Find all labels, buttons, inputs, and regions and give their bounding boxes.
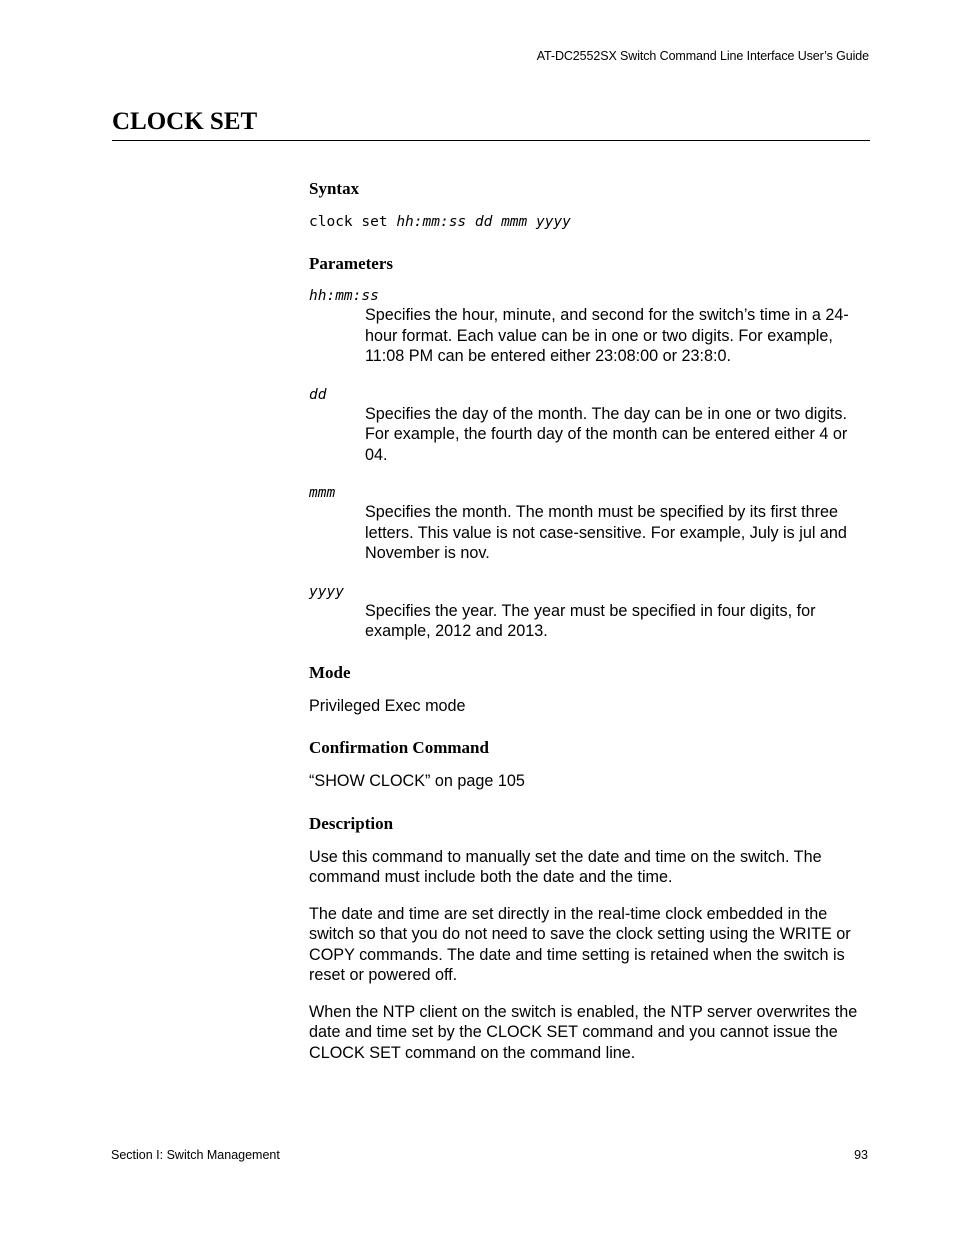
mode-heading: Mode [309,662,351,682]
mode-text: Privileged Exec mode [309,696,466,715]
footer-page-number: 93 [854,1148,868,1162]
param-term-day: dd [309,386,327,403]
running-header: AT-DC2552SX Switch Command Line Interface User’s Guide [536,49,869,63]
param-def-month: Specifies the month. The month must be specified by its first three letters. This value is not case-sensitive. For example, July is jul and November is nov. [365,503,847,562]
title-rule [112,140,870,141]
confirmation-heading: Confirmation Command [309,738,489,757]
page-title: CLOCK SET [112,108,258,135]
syntax-command-keyword: clock set [309,214,388,230]
description-heading: Description [309,813,394,833]
param-def-day: Specifies the day of the month. The day can be in one or two digits. For example, the fourth day of the month can be entered either 4 or 04. [365,404,848,464]
footer-section: Section I: Switch Management [111,1148,280,1162]
parameters-heading: Parameters [309,254,394,273]
syntax-command [309,212,871,232]
description-paragraph: When the NTP client on the switch is enabled, the NTP server overwrites the date and time set by the CLOCK SET command and you cannot issue the CLOCK SET command on the command line. [309,1002,858,1062]
description-paragraph: The date and time are set directly in the real-time clock embedded in the switch so that you do not need to save the clock setting using the WRITE or COPY commands. The date and time setting is retained when the switch is reset or powered off. [309,904,851,984]
param-term-year: yyyy [309,583,344,600]
page-content [309,178,871,1063]
description-paragraph: Use this command to manually set the date and time on the switch. The command must include both the date and the time. [309,847,822,886]
param-term-month: mmm [309,485,336,501]
param-def-time: Specifies the hour, minute, and second for the switch’s time in a 24-hour format. Each value can be in one or two digits. For example, 11:08 PM can be entered either 23:08:00 or 23:8:0. [365,306,849,365]
confirmation-link[interactable]: “SHOW CLOCK” on page 105 [309,772,525,790]
syntax-command-args: hh:mm:ss dd mmm yyyy [396,214,571,230]
param-def-year: Specifies the year. The year must be specified in four digits, for example, 2012 and 2013. [365,601,816,640]
syntax-heading: Syntax [309,179,360,198]
param-term-time: hh:mm:ss [309,288,379,304]
